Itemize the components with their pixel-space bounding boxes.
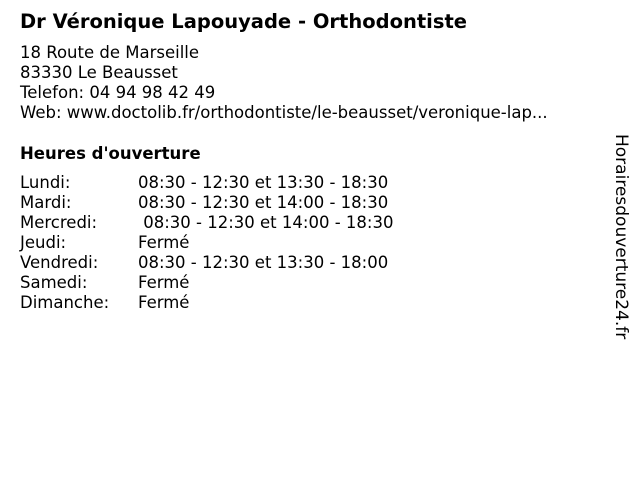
phone-number: Telefon: 04 94 98 42 49 xyxy=(20,83,216,102)
day-label: Mercredi: xyxy=(20,213,98,232)
hours-row-saturday xyxy=(20,273,600,293)
opening-hours-table xyxy=(20,173,600,313)
day-label: Samedi: xyxy=(20,273,88,292)
page-title: Dr Véronique Lapouyade - Orthodontiste xyxy=(20,10,468,33)
opening-hours-heading: Heures d'ouverture xyxy=(20,144,201,163)
hours-value: Fermé xyxy=(138,273,190,292)
hours-value: 08:30 - 12:30 et 14:00 - 18:30 xyxy=(138,213,394,232)
contact-info xyxy=(20,43,548,123)
hours-value: Fermé xyxy=(138,293,190,312)
day-label: Dimanche: xyxy=(20,293,110,312)
day-label: Jeudi: xyxy=(20,233,67,252)
website-link[interactable]: Web: www.doctolib.fr/orthodontiste/le-beausset/veronique-lap... xyxy=(20,103,548,122)
hours-row-monday xyxy=(20,173,600,193)
day-label: Lundi: xyxy=(20,173,71,192)
hours-row-tuesday xyxy=(20,193,600,213)
day-label: Mardi: xyxy=(20,193,72,212)
hours-value: 08:30 - 12:30 et 13:30 - 18:30 xyxy=(138,173,389,192)
address-city: 83330 Le Beausset xyxy=(20,63,178,82)
hours-row-wednesday xyxy=(20,213,600,233)
hours-row-sunday xyxy=(20,293,600,313)
address-street: 18 Route de Marseille xyxy=(20,43,200,62)
hours-value: 08:30 - 12:30 et 13:30 - 18:00 xyxy=(138,253,389,272)
site-watermark: Horairesdouverture24.fr xyxy=(611,134,631,340)
hours-row-friday xyxy=(20,253,600,273)
hours-row-thursday xyxy=(20,233,600,253)
hours-value: 08:30 - 12:30 et 14:00 - 18:30 xyxy=(138,193,389,212)
day-label: Vendredi: xyxy=(20,253,99,272)
hours-value: Fermé xyxy=(138,233,190,252)
